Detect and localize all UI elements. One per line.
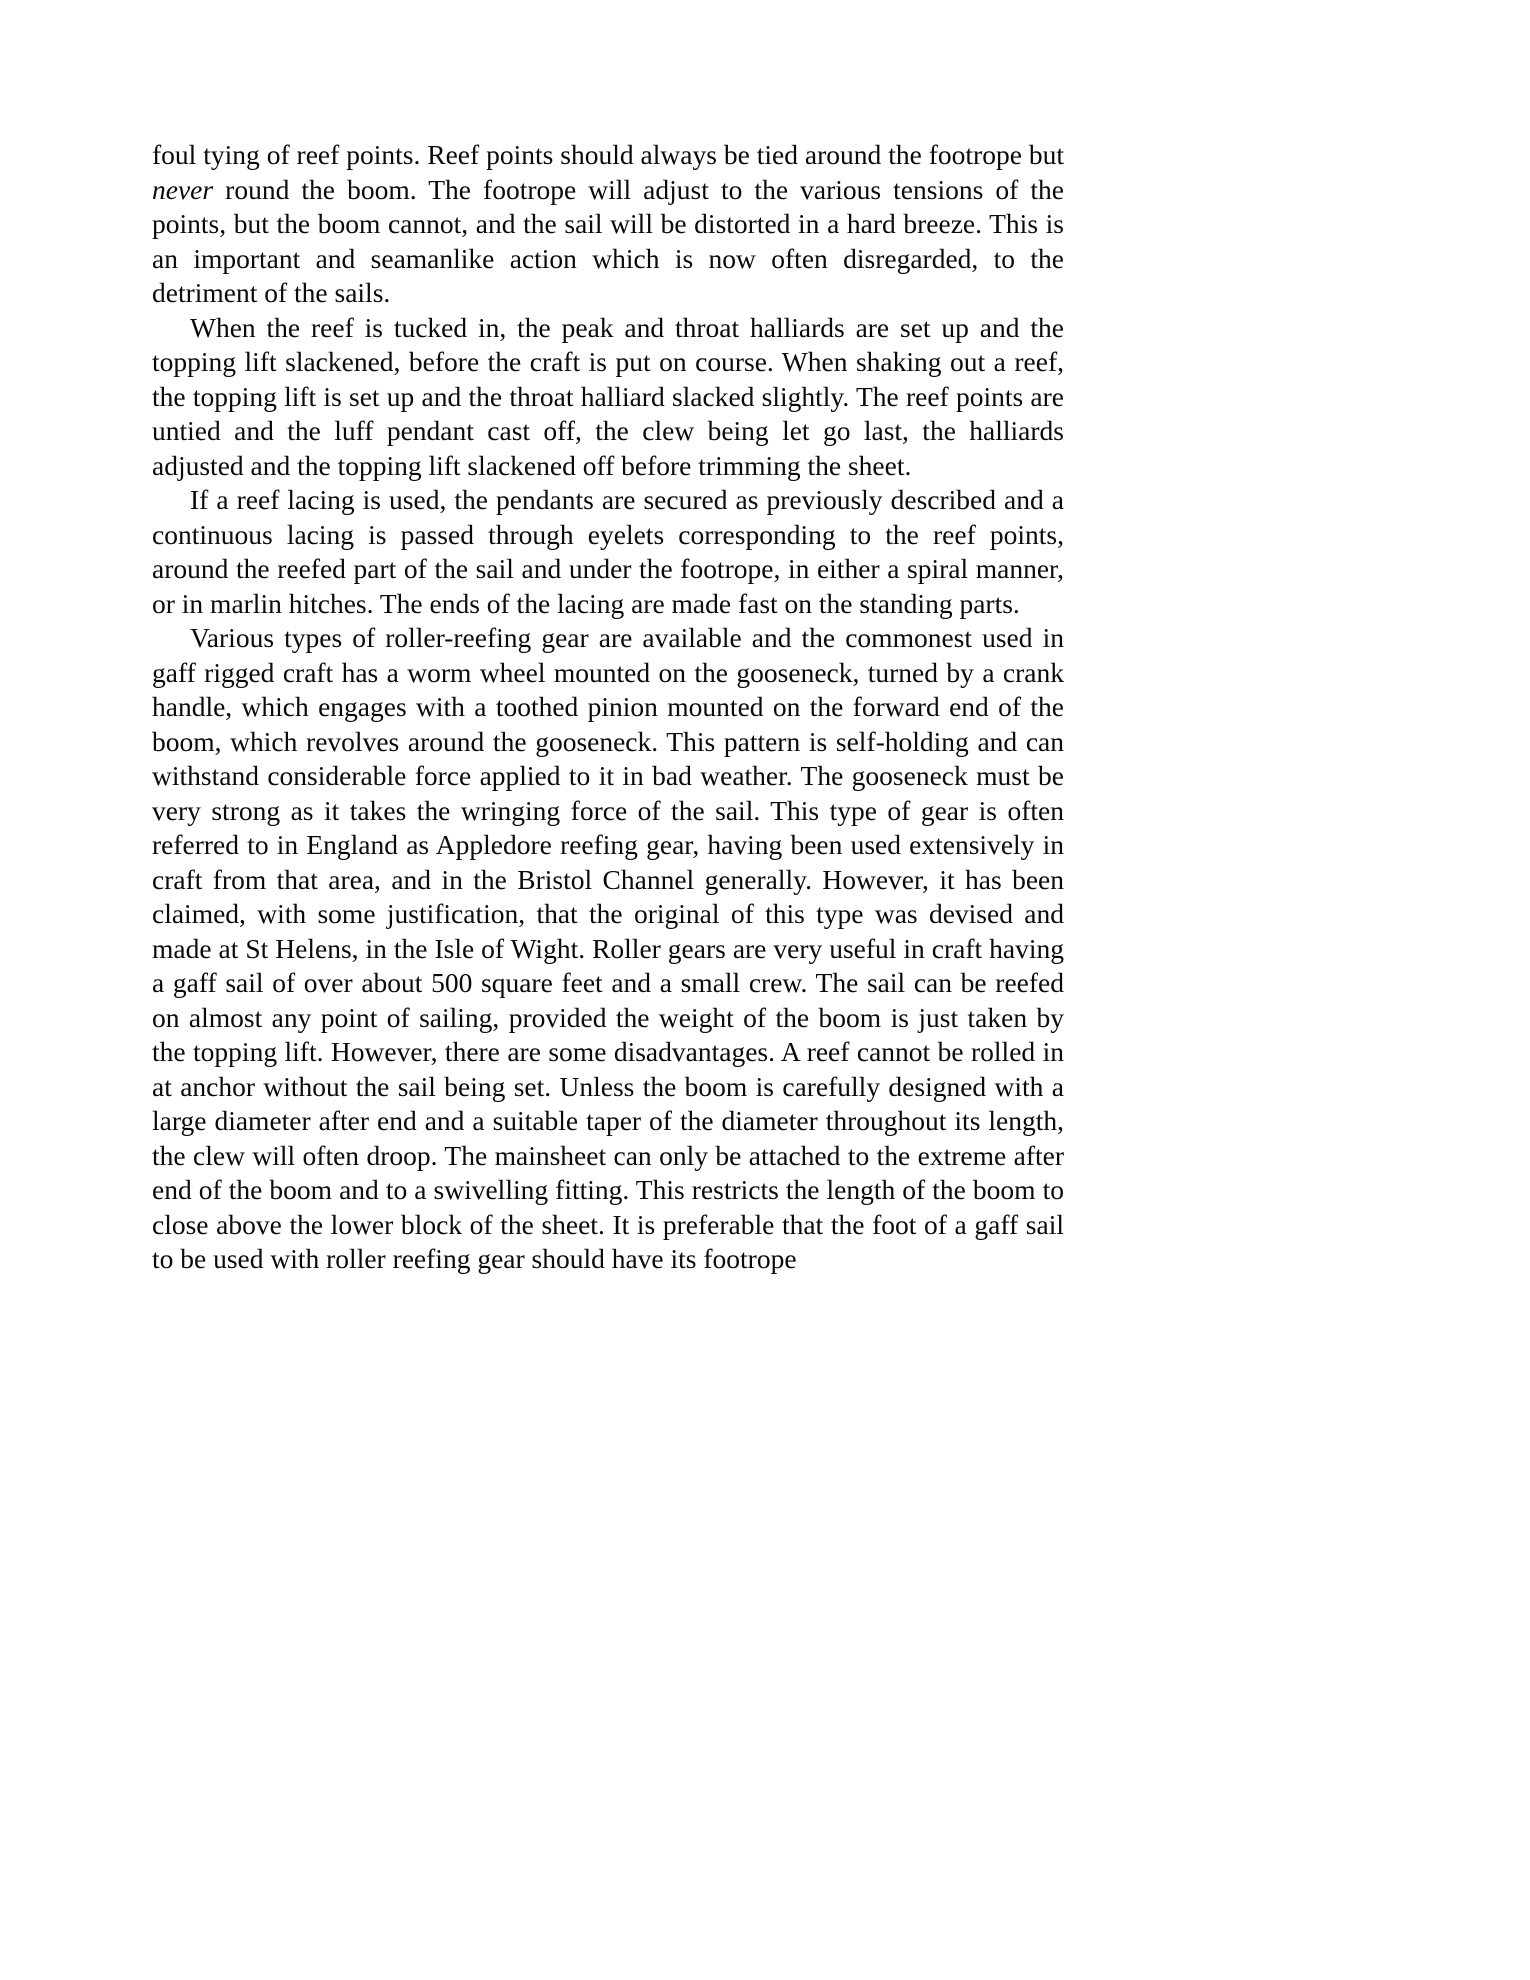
text-segment: If a reef lacing is used, the pendants are secured as previously described and a continuous lacing is passed through eyelets corresponding to the reef points, around the reefed part of the sail and under the footrope, in either a spiral manner, or in marlin hitches. The ends of the lacing are made fast on the standing parts. [152, 484, 1064, 619]
text-segment: Various types of roller-reefing gear are available and the commonest used in gaff rigged craft has a worm wheel mounted on the gooseneck, turned by a crank handle, which engages with a toothed pinion mounted on the forward end of the boom, which revolves around the gooseneck. This pattern is self-holding and can withstand considerable force applied to it in bad weather. The gooseneck must be very strong as it takes the wringing force of the sail. This type of gear is often referred to in England as Appledore reefing gear, having been used extensively in craft from that area, and in the Bristol Channel generally. However, it has been claimed, with some justification, that the original of this type was devised and made at St Helens, in the Isle of Wight. Roller gears are very useful in craft having a gaff sail of over about 500 square feet and a small crew. The sail can be reefed on almost any point of sailing, provided the weight of the boom is just taken by the topping lift. However, there are some disadvantages. A reef cannot be rolled in at anchor without the sail being set. Unless the boom is carefully designed with a large diameter after end and a suitable taper of the diameter throughout its length, the clew will often droop. The mainsheet can only be attached to the extreme after end of the boom and to a swivelling fitting. This restricts the length of the boom to close above the lower block of the sheet. It is preferable that the foot of a gaff sail to be used with roller reefing gear should have its footrope [152, 622, 1064, 1274]
text-segment: round the boom. The footrope will adjust to the various tensions of the points, but the boom cannot, and the sail will be distorted in a hard breeze. This is an important and seamanlike action which is now often disregarded, to the detriment of the sails. [152, 173, 1064, 308]
page-text-block [152, 138, 1064, 1277]
paragraph-tucking-in-reef [152, 311, 1064, 484]
italic-word-never: never [152, 173, 214, 205]
paragraph-reef-points [152, 138, 1064, 311]
paragraph-reef-lacing [152, 483, 1064, 621]
text-segment: When the reef is tucked in, the peak and throat halliards are set up and the topping lift slackened, before the craft is put on course. When shaking out a reef, the topping lift is set up and the throat halliard slacked slightly. The reef points are untied and the luff pendant cast off, the clew being let go last, the halliards adjusted and the topping lift slackened off before trimming the sheet. [152, 311, 1064, 481]
text-segment: foul tying of reef points. Reef points should always be tied around the footrope but [152, 139, 1064, 170]
paragraph-roller-reefing-gear [152, 621, 1064, 1277]
